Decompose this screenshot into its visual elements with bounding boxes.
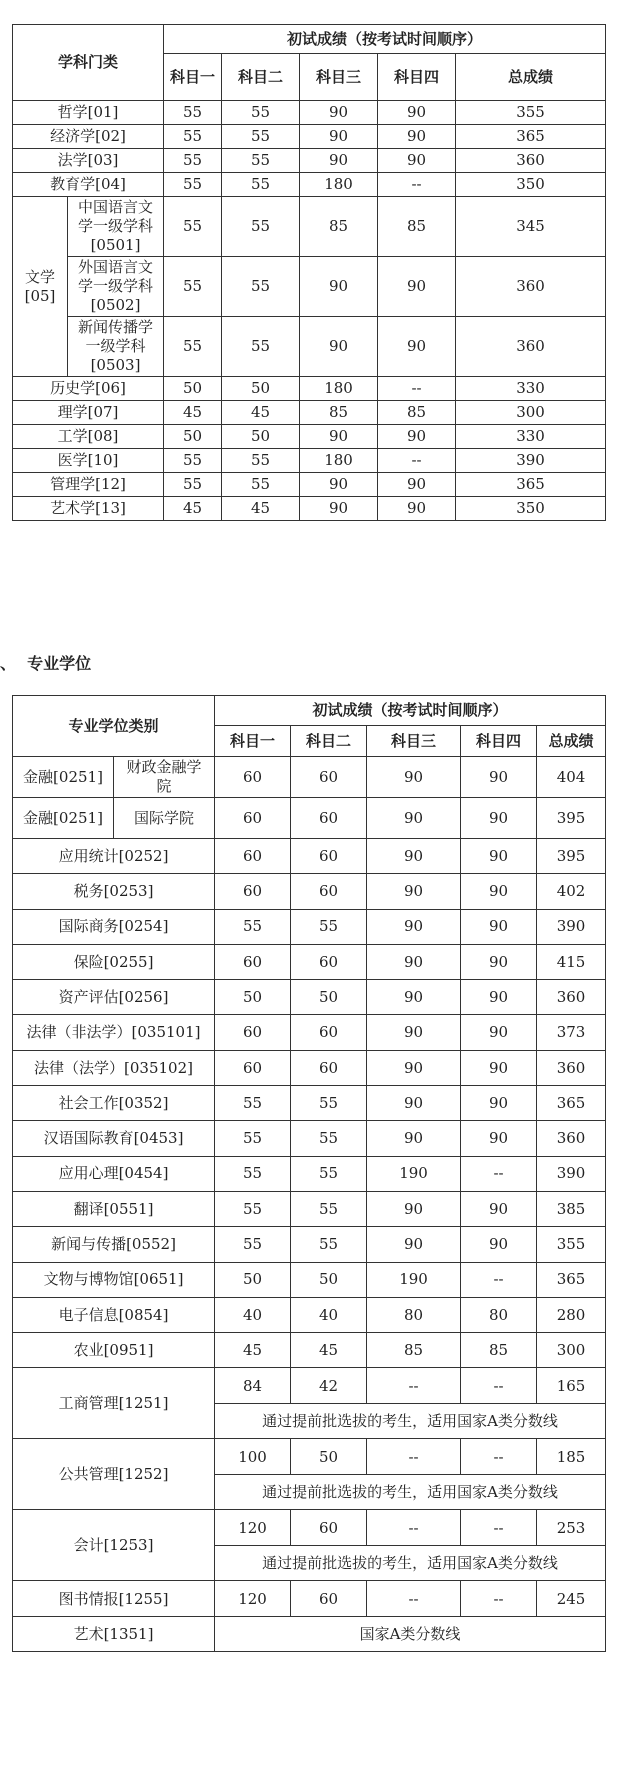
score-cell: 90	[378, 425, 456, 449]
table-row	[13, 1015, 606, 1050]
score-cell: --	[367, 1510, 461, 1546]
table-row	[13, 980, 606, 1015]
academic-degree-table	[12, 24, 606, 521]
table-row	[13, 839, 606, 874]
score-cell: 90	[461, 1227, 537, 1262]
score-cell: 90	[300, 257, 378, 317]
score-cell: 90	[378, 125, 456, 149]
score-cell: 45	[215, 1333, 291, 1368]
score-cell: 90	[367, 944, 461, 979]
score-cell: 90	[367, 1050, 461, 1085]
score-group-header: 初试成绩（按考试时间顺序）	[215, 696, 606, 726]
score-cell: 355	[537, 1227, 606, 1262]
table-row	[13, 473, 606, 497]
category-cell: 法学[03]	[13, 149, 164, 173]
col-header: 总成绩	[537, 726, 606, 757]
table-row	[13, 497, 606, 521]
score-cell: 50	[215, 980, 291, 1015]
score-cell: 90	[461, 874, 537, 909]
table-row	[13, 425, 606, 449]
score-cell: 85	[367, 1333, 461, 1368]
score-cell: 60	[291, 944, 367, 979]
section-heading	[0, 651, 91, 674]
table-row	[13, 317, 606, 377]
score-cell: 55	[215, 1121, 291, 1156]
score-cell: 84	[215, 1368, 291, 1404]
score-cell: 60	[215, 944, 291, 979]
score-cell: 390	[537, 1156, 606, 1191]
score-cell: 60	[215, 874, 291, 909]
score-cell: 55	[164, 101, 222, 125]
score-cell: 55	[215, 909, 291, 944]
score-cell: 90	[461, 1015, 537, 1050]
score-cell: 55	[291, 1191, 367, 1226]
score-cell: 60	[215, 1050, 291, 1085]
table-row	[13, 197, 606, 257]
table-row	[13, 1510, 606, 1546]
score-cell: 50	[164, 425, 222, 449]
score-cell: 90	[367, 1121, 461, 1156]
score-cell: 415	[537, 944, 606, 979]
score-cell: --	[461, 1262, 537, 1297]
score-cell: 45	[222, 401, 300, 425]
table1-rows-after	[13, 377, 606, 521]
score-cell: 90	[461, 980, 537, 1015]
score-cell: 180	[300, 449, 378, 473]
score-cell: 360	[537, 1121, 606, 1156]
category-cell: 应用统计[0252]	[13, 839, 215, 874]
score-cell: 60	[215, 798, 291, 839]
table-row	[13, 101, 606, 125]
table-row	[13, 1297, 606, 1332]
score-cell: 180	[300, 377, 378, 401]
table-row	[13, 944, 606, 979]
category-cell: 公共管理[1252]	[13, 1439, 215, 1510]
table-row	[13, 798, 606, 839]
score-cell: 90	[378, 149, 456, 173]
col-header: 科目二	[291, 726, 367, 757]
score-cell: 50	[222, 425, 300, 449]
score-cell: 90	[461, 909, 537, 944]
score-cell: 40	[215, 1297, 291, 1332]
score-cell: 90	[300, 149, 378, 173]
score-cell: 395	[537, 839, 606, 874]
score-cell: 60	[291, 757, 367, 798]
category-cell: 应用心理[0454]	[13, 1156, 215, 1191]
score-cell: 330	[456, 377, 606, 401]
professional-degree-table	[12, 695, 606, 1652]
score-cell: 50	[291, 1262, 367, 1297]
score-cell: 50	[215, 1262, 291, 1297]
score-cell: 365	[456, 473, 606, 497]
score-cell: 404	[537, 757, 606, 798]
category-header: 专业学位类别	[13, 696, 215, 757]
score-cell: 90	[378, 473, 456, 497]
score-cell: 60	[291, 798, 367, 839]
score-cell: 55	[164, 473, 222, 497]
category-cell: 工学[08]	[13, 425, 164, 449]
category-cell: 农业[0951]	[13, 1333, 215, 1368]
score-cell: 55	[222, 317, 300, 377]
table-row	[13, 909, 606, 944]
score-cell: 90	[378, 101, 456, 125]
score-cell: 55	[164, 257, 222, 317]
score-cell: 190	[367, 1156, 461, 1191]
score-cell: --	[367, 1368, 461, 1404]
table-row	[13, 1581, 606, 1617]
category-cell: 保险[0255]	[13, 944, 215, 979]
score-cell: 90	[367, 839, 461, 874]
table-row	[13, 1227, 606, 1262]
score-cell: 90	[367, 980, 461, 1015]
score-cell: 85	[378, 197, 456, 257]
score-cell: 50	[291, 980, 367, 1015]
category-cell: 工商管理[1251]	[13, 1368, 215, 1439]
col-header: 科目四	[378, 54, 456, 101]
score-cell: 180	[300, 173, 378, 197]
score-cell: 55	[291, 1156, 367, 1191]
score-cell: 280	[537, 1297, 606, 1332]
score-group-header: 初试成绩（按考试时间顺序）	[164, 25, 606, 54]
score-cell: 55	[291, 1121, 367, 1156]
category-cell: 法律（法学）[035102]	[13, 1050, 215, 1085]
score-cell: 90	[461, 1086, 537, 1121]
score-cell: 55	[215, 1156, 291, 1191]
category-cell: 国际商务[0254]	[13, 909, 215, 944]
note-cell: 通过提前批选拔的考生，适用国家A类分数线	[215, 1546, 606, 1581]
score-cell: 90	[461, 757, 537, 798]
table-row	[13, 1368, 606, 1404]
score-cell: 55	[291, 1227, 367, 1262]
table-row	[13, 757, 606, 798]
score-cell: 85	[300, 197, 378, 257]
note-cell: 通过提前批选拔的考生，适用国家A类分数线	[215, 1475, 606, 1510]
score-cell: 90	[300, 497, 378, 521]
score-cell: 360	[456, 257, 606, 317]
col-header: 科目三	[300, 54, 378, 101]
col-header: 科目一	[215, 726, 291, 757]
score-cell: 365	[456, 125, 606, 149]
note-cell: 国家A类分数线	[215, 1617, 606, 1652]
score-cell: 50	[291, 1439, 367, 1475]
score-cell: 385	[537, 1191, 606, 1226]
score-cell: 50	[164, 377, 222, 401]
score-cell: 45	[164, 497, 222, 521]
table-row	[13, 1086, 606, 1121]
table-row	[13, 1156, 606, 1191]
category-cell: 新闻与传播[0552]	[13, 1227, 215, 1262]
col-header: 科目二	[222, 54, 300, 101]
table-row	[13, 1262, 606, 1297]
score-cell: --	[367, 1439, 461, 1475]
category-cell: 翻译[0551]	[13, 1191, 215, 1226]
score-cell: 80	[461, 1297, 537, 1332]
score-cell: 60	[291, 1510, 367, 1546]
score-cell: --	[461, 1581, 537, 1617]
score-cell: 90	[461, 944, 537, 979]
score-cell: 90	[378, 317, 456, 377]
wenxue-category-cell: 文学[05]	[13, 197, 68, 377]
score-cell: 120	[215, 1510, 291, 1546]
category-cell: 医学[10]	[13, 449, 164, 473]
score-cell: --	[461, 1368, 537, 1404]
score-cell: 90	[300, 101, 378, 125]
score-cell: 55	[164, 173, 222, 197]
score-cell: 90	[367, 1015, 461, 1050]
table-row	[13, 1439, 606, 1475]
category-cell: 教育学[04]	[13, 173, 164, 197]
score-cell: 330	[456, 425, 606, 449]
score-cell: 365	[537, 1262, 606, 1297]
table-row	[13, 1121, 606, 1156]
score-cell: 90	[300, 425, 378, 449]
section-mark: 、	[0, 654, 17, 673]
score-cell: 360	[537, 980, 606, 1015]
score-cell: 55	[291, 909, 367, 944]
score-cell: 60	[215, 839, 291, 874]
category-cell: 文物与博物馆[0651]	[13, 1262, 215, 1297]
score-cell: --	[461, 1439, 537, 1475]
category-cell: 图书情报[1255]	[13, 1581, 215, 1617]
table-row	[13, 149, 606, 173]
score-cell: 90	[367, 909, 461, 944]
category-cell: 汉语国际教育[0453]	[13, 1121, 215, 1156]
category-cell: 会计[1253]	[13, 1510, 215, 1581]
score-cell: 80	[367, 1297, 461, 1332]
score-cell: 60	[291, 839, 367, 874]
category-cell: 电子信息[0854]	[13, 1297, 215, 1332]
category-cell: 历史学[06]	[13, 377, 164, 401]
score-cell: --	[367, 1581, 461, 1617]
table-row	[13, 377, 606, 401]
category-cell: 理学[07]	[13, 401, 164, 425]
section-title: 专业学位	[27, 654, 92, 673]
table2-finance	[13, 757, 606, 839]
score-cell: 60	[291, 874, 367, 909]
category-cell: 哲学[01]	[13, 101, 164, 125]
score-cell: 395	[537, 798, 606, 839]
score-cell: 55	[222, 149, 300, 173]
score-cell: 55	[222, 257, 300, 317]
col-header: 科目一	[164, 54, 222, 101]
table-row	[13, 173, 606, 197]
score-cell: 300	[456, 401, 606, 425]
score-cell: 355	[456, 101, 606, 125]
score-cell: 55	[164, 197, 222, 257]
score-cell: 60	[291, 1015, 367, 1050]
score-cell: 90	[367, 1227, 461, 1262]
score-cell: 55	[222, 173, 300, 197]
table-row	[13, 449, 606, 473]
category-cell: 法律（非法学）[035101]	[13, 1015, 215, 1050]
score-cell: 90	[367, 874, 461, 909]
score-cell: 365	[537, 1086, 606, 1121]
table1-wenxue	[13, 197, 606, 377]
score-cell: 90	[461, 798, 537, 839]
score-cell: 90	[461, 839, 537, 874]
score-cell: 90	[367, 1191, 461, 1226]
table1-rows-before	[13, 101, 606, 197]
score-cell: --	[461, 1510, 537, 1546]
score-cell: 90	[300, 125, 378, 149]
table-row	[13, 401, 606, 425]
category-cell: 艺术[1351]	[13, 1617, 215, 1652]
score-cell: 55	[222, 197, 300, 257]
score-cell: 360	[456, 149, 606, 173]
score-cell: 253	[537, 1510, 606, 1546]
score-cell: 165	[537, 1368, 606, 1404]
table-row	[13, 257, 606, 317]
score-cell: 50	[222, 377, 300, 401]
col-header: 科目四	[461, 726, 537, 757]
score-cell: 402	[537, 874, 606, 909]
score-cell: 390	[456, 449, 606, 473]
score-cell: 55	[164, 149, 222, 173]
score-cell: 350	[456, 497, 606, 521]
score-cell: 245	[537, 1581, 606, 1617]
finance-name-cell: 金融[0251]	[13, 798, 114, 839]
score-cell: 45	[222, 497, 300, 521]
score-cell: 55	[291, 1086, 367, 1121]
score-cell: 60	[215, 757, 291, 798]
category-cell: 税务[0253]	[13, 874, 215, 909]
table2-special	[13, 1368, 606, 1581]
category-cell: 经济学[02]	[13, 125, 164, 149]
score-cell: 45	[164, 401, 222, 425]
table-row	[13, 1617, 606, 1652]
table2-rows	[13, 839, 606, 1368]
category-cell: 社会工作[0352]	[13, 1086, 215, 1121]
score-cell: 190	[367, 1262, 461, 1297]
score-cell: 60	[291, 1050, 367, 1085]
col-header: 科目三	[367, 726, 461, 757]
score-cell: 345	[456, 197, 606, 257]
table-row	[13, 125, 606, 149]
subcategory-cell: 中国语言文学一级学科[0501]	[68, 197, 164, 257]
subcategory-cell: 新闻传播学一级学科[0503]	[68, 317, 164, 377]
score-cell: 85	[461, 1333, 537, 1368]
score-cell: 90	[367, 1086, 461, 1121]
score-cell: 360	[456, 317, 606, 377]
score-cell: 185	[537, 1439, 606, 1475]
note-cell: 通过提前批选拔的考生，适用国家A类分数线	[215, 1404, 606, 1439]
score-cell: 90	[461, 1121, 537, 1156]
score-cell: --	[378, 449, 456, 473]
category-header: 学科门类	[13, 25, 164, 101]
score-cell: 55	[222, 449, 300, 473]
score-cell: 373	[537, 1015, 606, 1050]
subcategory-cell: 外国语言文学一级学科[0502]	[68, 257, 164, 317]
score-cell: 90	[378, 497, 456, 521]
score-cell: 55	[215, 1227, 291, 1262]
score-cell: 90	[300, 473, 378, 497]
score-cell: 55	[164, 317, 222, 377]
score-cell: 90	[300, 317, 378, 377]
score-cell: 55	[164, 125, 222, 149]
score-cell: 55	[222, 125, 300, 149]
category-cell: 艺术学[13]	[13, 497, 164, 521]
school-cell: 国际学院	[114, 798, 215, 839]
score-cell: 42	[291, 1368, 367, 1404]
score-cell: 40	[291, 1297, 367, 1332]
score-cell: 55	[222, 101, 300, 125]
score-cell: 60	[215, 1015, 291, 1050]
table-row	[13, 1191, 606, 1226]
school-cell: 财政金融学院	[114, 757, 215, 798]
score-cell: 90	[461, 1050, 537, 1085]
score-cell: 60	[291, 1581, 367, 1617]
score-cell: 85	[300, 401, 378, 425]
category-cell: 管理学[12]	[13, 473, 164, 497]
score-cell: 120	[215, 1581, 291, 1617]
score-cell: --	[378, 173, 456, 197]
score-cell: 90	[367, 757, 461, 798]
score-cell: 300	[537, 1333, 606, 1368]
score-cell: 45	[291, 1333, 367, 1368]
score-cell: 85	[378, 401, 456, 425]
score-cell: 100	[215, 1439, 291, 1475]
table-row	[13, 1050, 606, 1085]
score-cell: 390	[537, 909, 606, 944]
table-row	[13, 874, 606, 909]
score-cell: --	[378, 377, 456, 401]
score-cell: 90	[378, 257, 456, 317]
score-cell: 90	[461, 1191, 537, 1226]
score-cell: --	[461, 1156, 537, 1191]
score-cell: 55	[164, 449, 222, 473]
score-cell: 360	[537, 1050, 606, 1085]
score-cell: 55	[215, 1191, 291, 1226]
score-cell: 55	[222, 473, 300, 497]
score-cell: 350	[456, 173, 606, 197]
finance-name-cell: 金融[0251]	[13, 757, 114, 798]
table-row	[13, 1333, 606, 1368]
table2-end	[13, 1581, 606, 1652]
category-cell: 资产评估[0256]	[13, 980, 215, 1015]
score-cell: 55	[215, 1086, 291, 1121]
col-header: 总成绩	[456, 54, 606, 101]
score-cell: 90	[367, 798, 461, 839]
